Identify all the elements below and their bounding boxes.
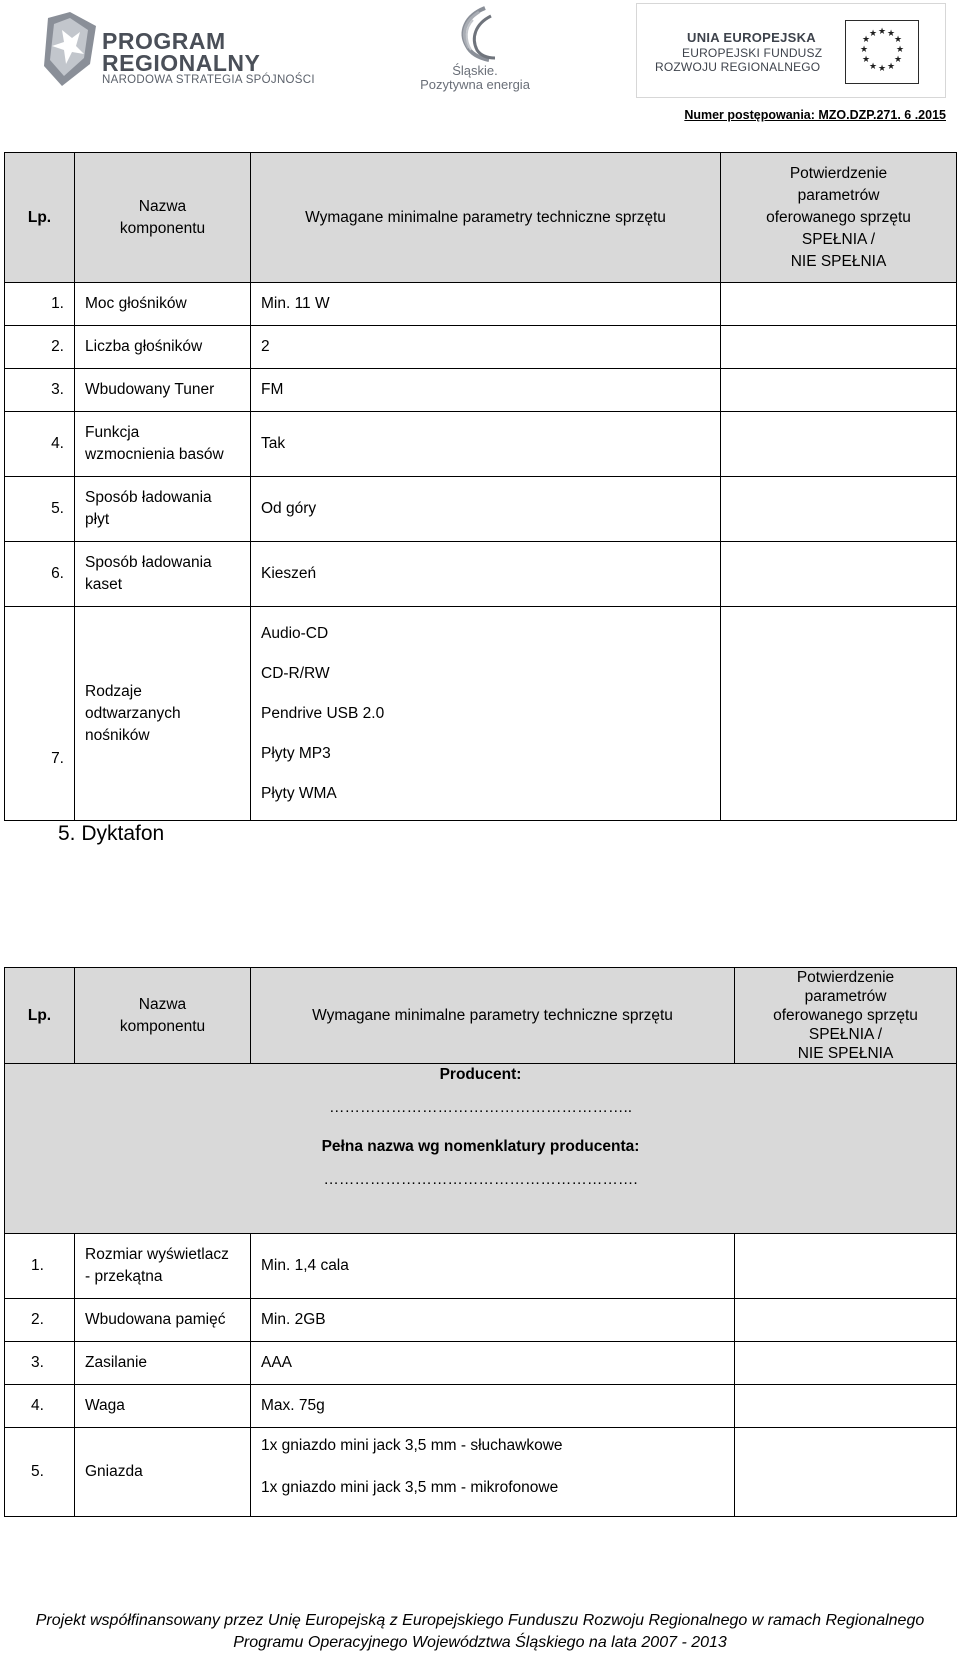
confirm-cell[interactable] <box>721 412 957 477</box>
row-value-list: Audio-CD CD-R/RW Pendrive USB 2.0 Płyty MP3 Płyty WMA <box>251 607 721 821</box>
program-regionalny-emblem-icon <box>40 8 100 88</box>
row-value: 2 <box>251 326 721 369</box>
confirm-cell[interactable] <box>735 1234 957 1299</box>
slaskie-wave-icon <box>445 6 505 64</box>
program-subtitle: NARODOWA STRATEGIA SPÓJNOŚCI <box>102 74 315 86</box>
row-lp: 2. <box>5 326 75 369</box>
row-name: Wbudowany Tuner <box>75 369 251 412</box>
row-lp: 3. <box>5 1342 75 1385</box>
svg-text:★: ★ <box>895 45 905 55</box>
confirm-cell[interactable] <box>721 542 957 607</box>
row-name: Rozmiar wyświetlacz - przekątna <box>75 1234 251 1299</box>
row-value: AAA <box>251 1342 735 1385</box>
table-row <box>5 607 957 821</box>
eu-fund-line1: EUROPEJSKI FUNDUSZ <box>682 46 823 60</box>
row-name: Rodzaje odtwarzanych nośników <box>75 607 251 821</box>
table-header-row <box>5 153 957 283</box>
slaskie-slogan: Pozytywna energia <box>420 77 530 92</box>
header-confirm: Potwierdzenie parametrów oferowanego sprzętu SPEŁNIA / NIE SPEŁNIA <box>721 153 957 283</box>
row-value: Min. 2GB <box>251 1299 735 1342</box>
svg-text:★: ★ <box>877 64 887 74</box>
svg-text:★: ★ <box>859 45 869 55</box>
fullname-input[interactable]: ……………………………………………………. <box>323 1171 638 1188</box>
eu-flag-icon <box>845 20 919 84</box>
row-name: Waga <box>75 1385 251 1428</box>
svg-text:★: ★ <box>886 62 896 72</box>
program-regionalny-logo <box>40 8 340 88</box>
confirm-cell[interactable] <box>735 1385 957 1428</box>
confirm-cell[interactable] <box>735 1428 957 1517</box>
eu-logo <box>636 3 946 98</box>
header-lp: Lp. <box>5 153 75 283</box>
row-lp: 4. <box>5 1385 75 1428</box>
row-lp: 3. <box>5 369 75 412</box>
confirm-cell[interactable] <box>735 1342 957 1385</box>
eu-title: UNIA EUROPEJSKA <box>687 30 816 45</box>
spec-table-2 <box>4 967 957 1517</box>
row-lp: 1. <box>5 1234 75 1299</box>
confirm-cell[interactable] <box>721 369 957 412</box>
header-params: Wymagane minimalne parametry techniczne sprzętu <box>251 968 735 1064</box>
row-name: Sposób ładowania płyt <box>75 477 251 542</box>
table-row <box>5 1234 957 1299</box>
producer-cell <box>5 1064 957 1234</box>
row-lp: 1. <box>5 283 75 326</box>
confirm-cell[interactable] <box>735 1299 957 1342</box>
confirm-cell[interactable] <box>721 607 957 821</box>
row-lp: 2. <box>5 1299 75 1342</box>
row-lp: 7. <box>5 607 75 821</box>
table-row <box>5 283 957 326</box>
header-name: Nazwa komponentu <box>75 968 251 1064</box>
row-name: Gniazda <box>75 1428 251 1517</box>
footer-line2: Programu Operacyjnego Województwa Śląskiego na lata 2007 - 2013 <box>233 1634 727 1651</box>
svg-text:★: ★ <box>886 29 896 39</box>
row-lp: 5. <box>5 1428 75 1517</box>
section-title: 5. Dyktafon <box>58 822 165 845</box>
table-row <box>5 412 957 477</box>
header-confirm: Potwierdzenie parametrów oferowanego sprzętu SPEŁNIA / NIE SPEŁNIA <box>735 968 957 1064</box>
svg-text:★: ★ <box>861 55 871 65</box>
table-row <box>5 1342 957 1385</box>
reference-number: Numer postępowania: MZO.DZP.271. 6 .2015 <box>684 108 946 122</box>
confirm-cell[interactable] <box>721 326 957 369</box>
row-name: Wbudowana pamięć <box>75 1299 251 1342</box>
row-name: Sposób ładowania kaset <box>75 542 251 607</box>
header-params: Wymagane minimalne parametry techniczne sprzętu <box>251 153 721 283</box>
row-value: Min. 11 W <box>251 283 721 326</box>
producer-label: Producent: <box>439 1066 522 1083</box>
row-value: Tak <box>251 412 721 477</box>
row-name: Zasilanie <box>75 1342 251 1385</box>
slaskie-logo <box>410 6 550 96</box>
row-name: Moc głośników <box>75 283 251 326</box>
svg-text:★: ★ <box>861 35 871 45</box>
row-lp: 5. <box>5 477 75 542</box>
program-title-line1: PROGRAM <box>102 28 226 54</box>
spec-table-1 <box>4 152 957 821</box>
row-value: Min. 1,4 cala <box>251 1234 735 1299</box>
table-row <box>5 1428 957 1517</box>
confirm-cell[interactable] <box>721 477 957 542</box>
slaskie-name: Śląskie. <box>452 63 498 78</box>
row-value: Max. 75g <box>251 1385 735 1428</box>
row-value-list: 1x gniazdo mini jack 3,5 mm - słuchawkowe 1x gniazdo mini jack 3,5 mm - mikrofonowe <box>251 1428 735 1517</box>
header-name: Nazwa komponentu <box>75 153 251 283</box>
row-lp: 4. <box>5 412 75 477</box>
header-lp: Lp. <box>5 968 75 1064</box>
svg-text:★: ★ <box>893 35 903 45</box>
svg-text:★: ★ <box>877 27 887 37</box>
footer-line1: Projekt współfinansowany przez Unię Europejską z Europejskiego Funduszu Rozwoju Regionalnego w ramach Regionalnego <box>35 1612 925 1629</box>
row-value: Kieszeń <box>251 542 721 607</box>
table-row <box>5 477 957 542</box>
row-value: Od góry <box>251 477 721 542</box>
program-title-line2: REGIONALNY <box>102 50 261 76</box>
producer-row <box>5 1064 957 1234</box>
table-header-row <box>5 968 957 1064</box>
eu-fund-line2: ROZWOJU REGIONALNEGO <box>655 60 821 74</box>
svg-text:★: ★ <box>868 62 878 72</box>
row-value: FM <box>251 369 721 412</box>
svg-text:★: ★ <box>868 29 878 39</box>
confirm-cell[interactable] <box>721 283 957 326</box>
producer-input[interactable]: ………………………………………………….. <box>328 1099 633 1116</box>
table-row <box>5 1299 957 1342</box>
table-row <box>5 542 957 607</box>
row-name: Funkcja wzmocnienia basów <box>75 412 251 477</box>
fullname-label: Pełna nazwa wg nomenklatury producenta: <box>321 1138 640 1155</box>
row-name: Liczba głośników <box>75 326 251 369</box>
svg-text:★: ★ <box>893 55 903 65</box>
table-row <box>5 369 957 412</box>
row-lp: 6. <box>5 542 75 607</box>
table-row <box>5 1385 957 1428</box>
table-row <box>5 326 957 369</box>
